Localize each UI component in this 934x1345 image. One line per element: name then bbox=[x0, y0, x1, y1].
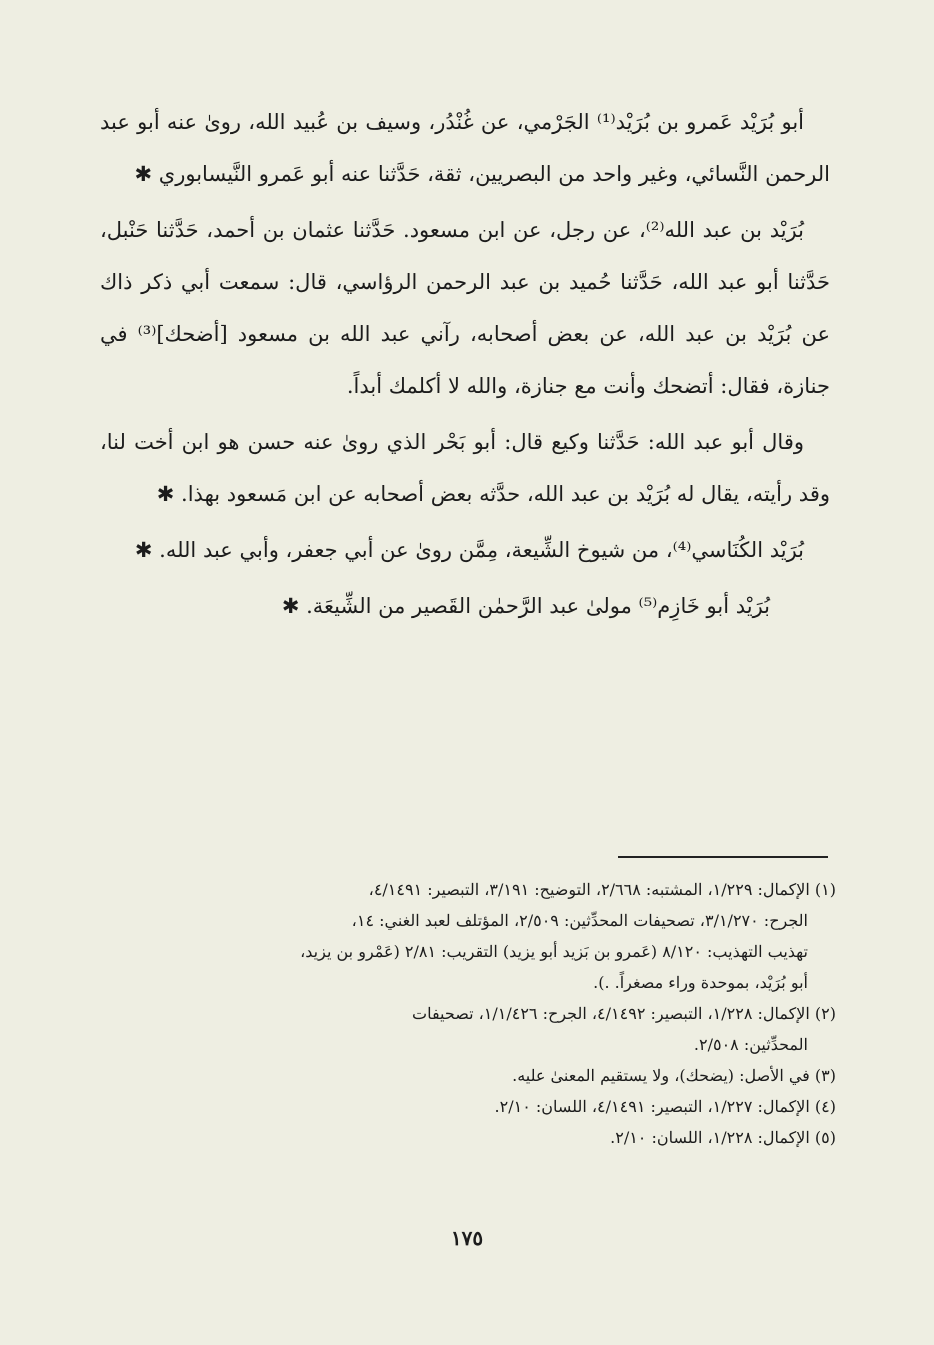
page-number: ١٧٥ bbox=[450, 1226, 484, 1250]
entry-burayd-bin-abdullah: بُرَيْد بن عبد الله⁽²⁾، عن رجل، عن ابن مسعود. حَدَّثنا عثمان بن أحمد، حَدَّثنا حَنْبل، حَدَّثنا أبو عبد الله، حَدَّثنا حُميد بن عبد الرحمن الرؤاسي، قال: سمعت أبي ذكر ذاك عن بُرَيْد بن عبد الله، عن بعض أصحابه، رآني عبد الله بن مسعود [أضحك]⁽³⁾ في جنازة، فقال: أتضحك وأنت مع جنازة، والله لا أكلمك أبداً. bbox=[100, 218, 830, 398]
footnote-1-line-2: الجرح: ٣/١/٢٧٠، تصحيفات المحدِّثين: ٢/٥٠٩، المؤتلف لعبد الغني: ١٤، bbox=[351, 911, 808, 930]
entry-abu-abdullah-narration: وقال أبو عبد الله: حَدَّثنا وكيع قال: أبو بَحْر الذي روىٰ عنه حسن هو ابن أخت لنا، وقد رأيته، يقال له بُرَيْد بن عبد الله، حدَّثه بعض أصحابه عن ابن مَسعود بهذا. ✱ bbox=[100, 430, 830, 506]
entry-amr-bin-burayd: أبو بُرَيْد عَمرو بن بُرَيْد⁽¹⁾ الجَرْمي، عن غُنْدُر، وسيف بن عُبيد الله، روىٰ عنه أبو عبد الرحمن النَّسائي، وغير واحد من البصريين، ثقة، حَدَّثنا عنه أبو عَمرو النَّيسابوري ✱ bbox=[100, 110, 830, 186]
entry-burayd-al-kunasi: بُرَيْد الكُنَاسي⁽⁴⁾، من شيوخ الشِّيعة، مِمَّن روىٰ عن أبي جعفر، وأبي عبد الله. ✱ bbox=[134, 538, 804, 562]
footnote-2-line-2: المحدِّثين: ٢/٥٠٨. bbox=[693, 1035, 808, 1054]
main-text bbox=[100, 96, 830, 636]
footnote-2-line-1: (٢) الإكمال: ١/٢٢٨، التبصير: ٤/١٤٩٢، الجرح: ١/١/٤٢٦، تصحيفات bbox=[412, 1004, 836, 1023]
footnote-3: (٣) في الأصل: (يضحك)، ولا يستقيم المعنىٰ عليه. bbox=[512, 1066, 836, 1085]
footnote-1-line-3: تهذيب التهذيب: ٨/١٢٠ (عَمرو بن بَزيد أبو يزيد) التقريب: ٢/٨١ (عَمْرو بن يزيد، bbox=[300, 942, 808, 961]
footnote-5: (٥) الإكمال: ١/٢٢٨، اللسان: ٢/١٠. bbox=[610, 1128, 836, 1147]
entry-burayd-abu-khazim: بُرَيْد أبو خَازِم⁽⁵⁾ مولىٰ عبد الرَّحمٰن القَصير من الشِّيعَة. ✱ bbox=[281, 594, 770, 618]
footnote-separator bbox=[618, 856, 828, 858]
footnote-4: (٤) الإكمال: ١/٢٢٧، التبصير: ٤/١٤٩١، اللسان: ٢/١٠. bbox=[494, 1097, 836, 1116]
footnotes bbox=[98, 874, 836, 1153]
footnote-1-line-4: أبو بُرَيْد، بموحدة وراء مصغراً. .). bbox=[593, 973, 808, 992]
footnote-1-line-1: (١) الإكمال: ١/٢٢٩، المشتبه: ٢/٦٦٨، التوضيح: ٣/١٩١، التبصير: ٤/١٤٩١، bbox=[368, 880, 836, 899]
